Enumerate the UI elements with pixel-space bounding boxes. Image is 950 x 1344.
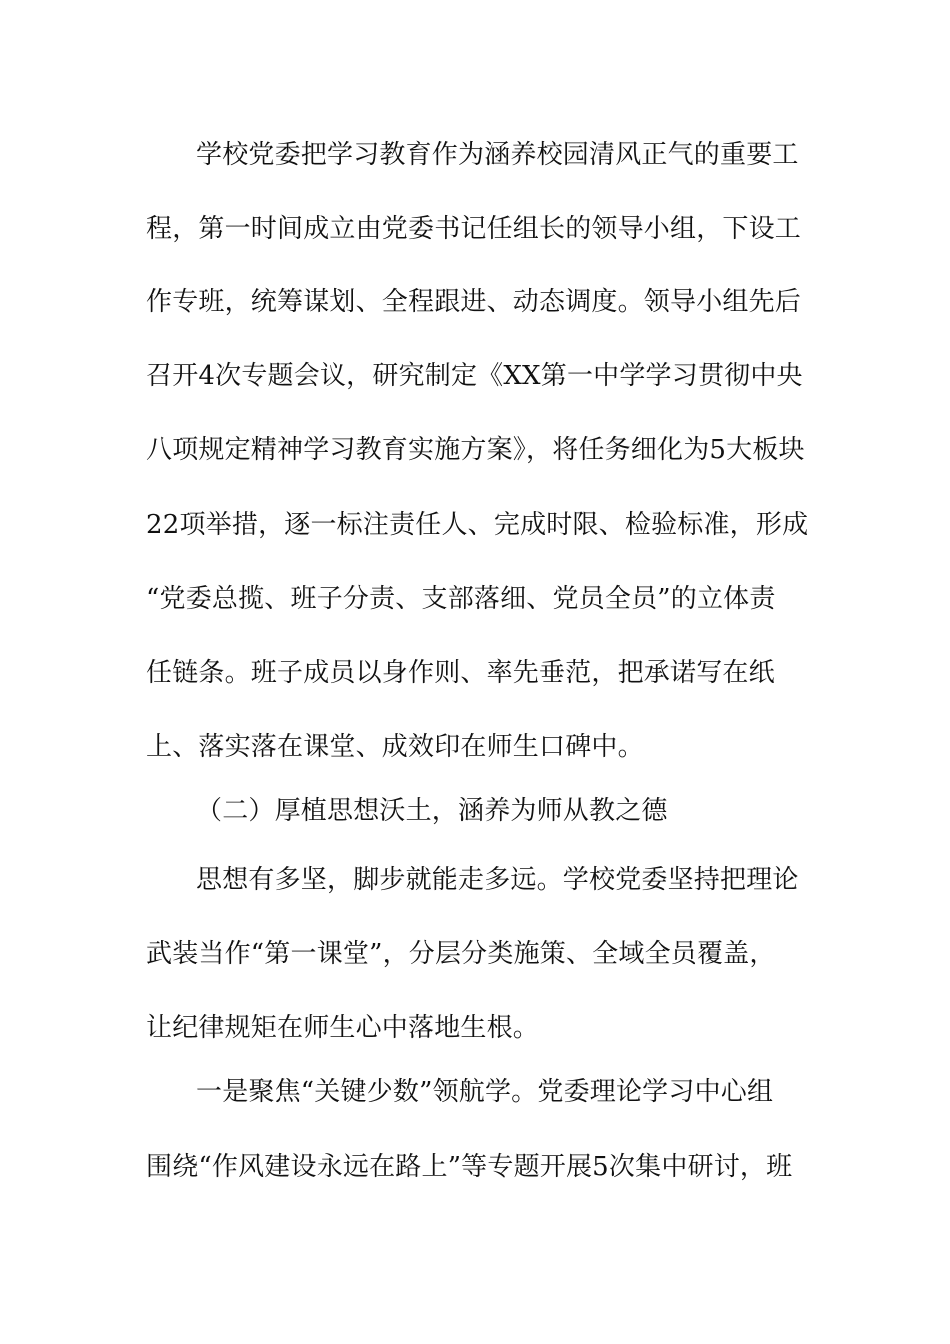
paragraph-1-line-5: 八项规定精神学习教育实施方案》，将任务细化为5大板块	[146, 435, 805, 465]
section-heading: （二）厚植思想沃土，涵养为师从教之德	[196, 796, 668, 826]
paragraph-3-line-1: 一是聚焦“关键少数”领航学。党委理论学习中心组	[196, 1077, 774, 1107]
paragraph-1-line-7: “党委总揽、班子分责、支部落细、党员全员”的立体责	[146, 584, 776, 614]
paragraph-2-line-2: 武装当作“第一课堂”，分层分类施策、全域全员覆盖，	[146, 939, 776, 969]
paragraph-1-line-3: 作专班，统筹谋划、全程跟进、动态调度。领导小组先后	[146, 287, 802, 317]
paragraph-3-line-2: 围绕“作风建设永远在路上”等专题开展5次集中研讨，班	[146, 1152, 793, 1182]
paragraph-1-line-9: 上、落实落在课堂、成效印在师生口碑中。	[146, 732, 644, 762]
paragraph-1-line-4: 召开4次专题会议，研究制定《XX第一中学学习贯彻中央	[146, 361, 803, 391]
paragraph-2-line-1: 思想有多坚，脚步就能走多远。学校党委坚持把理论	[196, 865, 799, 895]
paragraph-1-line-2: 程，第一时间成立由党委书记任组长的领导小组，下设工	[146, 214, 802, 244]
paragraph-1-line-1: 学校党委把学习教育作为涵养校园清风正气的重要工	[196, 140, 799, 170]
paragraph-2-line-3: 让纪律规矩在师生心中落地生根。	[146, 1013, 540, 1043]
paragraph-1-line-6: 22项举措，逐一标注责任人、完成时限、检验标准，形成	[146, 510, 809, 540]
paragraph-1-line-8: 任链条。班子成员以身作则、率先垂范，把承诺写在纸	[146, 658, 775, 688]
